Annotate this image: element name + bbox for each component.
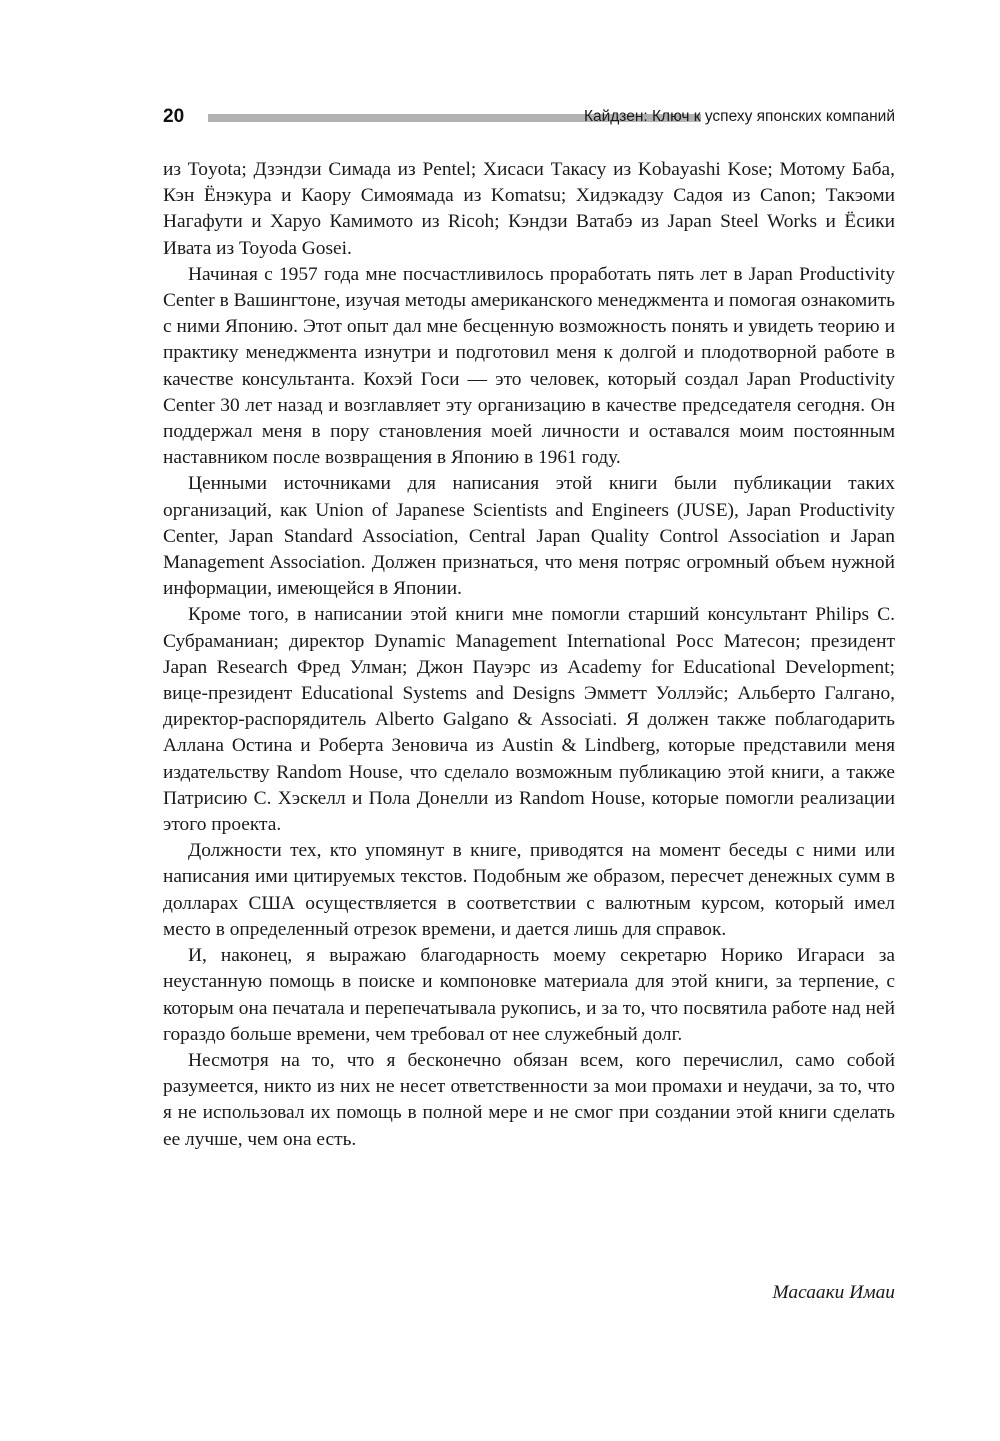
paragraph: Кроме того, в написании этой книги мне помогли старший консультант Philips C. Субраманиан; директор Dynamic Management International Росс Матесон; президент Japan Research Фред Улман; Джон Пауэрс из Academy for Educational Development; вице-президент Educational Systems and Designs Эмметт Уоллэйс; Альберто Галгано, директор-распорядитель Alberto Galgano & Associati. Я должен также поблагодарить Аллана Остина и Роберта Зеновича из Austin & Lindberg, которые представили меня издательству Random House, что сделало возможным публикацию этой книги, а также Патрисию С. Хэскелл и Пола Донелли из Random House, которые помогли реализации этого проекта. <box>163 604 895 836</box>
author-signature: Масааки Имаи <box>772 1282 895 1303</box>
paragraph: Несмотря на то, что я бесконечно обязан всем, кого перечислил, само собой разумеется, никто из них не несет ответственности за мои промахи и неудачи, за то, что я не использовал их помощь в полной мере и не смог при создании этой книги сделать ее лучше, чем она есть. <box>163 1049 895 1150</box>
running-title: Кайдзен: Ключ к успеху японских компаний <box>583 108 895 125</box>
paragraph: Начиная с 1957 года мне посчастливилось проработать пять лет в Japan Productivity Center в Вашингтоне, изучая методы американского менеджмента и помогая ознакомить с ними Японию. Этот опыт дал мне бесценную возможность понять и увидеть теорию и практику менеджмента изнутри и подготовил меня к долгой и плодотворной работе в качестве консультанта. Кохэй Госи — это человек, который создал Japan Productivity Center 30 лет назад и возглавляет эту организацию в качестве председателя сегодня. Он поддержал меня в пору становления моей личности и оставался моим постоянным наставником после возвращения в Японию в 1961 году. <box>163 263 895 469</box>
paragraph-continued: из Toyota; Дзэндзи Симада из Pentel; Хисаси Такасу из Kobayashi Kose; Мотому Баба, Кэн Ёнэкура и Каору Симоямада из Komatsu; Хидэкадзу Садоя из Canon; Такэоми Нагафути и Харуо Камимото из Ricoh; Кэндзи Ватабэ из Japan Steel Works и Ёсики Ивата из Toyoda Gosei. <box>163 159 895 259</box>
paragraph: Ценными источниками для написания этой книги были публикации таких организаций, как Union of Japanese Scientists and Engineers (JUSE), Japan Productivity Center, Japan Standard Association, Central Japan Quality Control Association и Japan Management Association. Должен признаться, что меня потряс огромный объем нужной информации, имеющейся в Японии. <box>163 473 895 600</box>
paragraph: Должности тех, кто упомянут в книге, приводятся на момент беседы с ними или написания ими цитируемых текстов. Подобным же образом, пересчет денежных сумм в долларах США осуществляется в соответствии с валютным курсом, который имел место в определенный отрезок времени, и дается лишь для справок. <box>163 840 895 940</box>
page-number: 20 <box>163 106 185 127</box>
running-header <box>163 103 895 131</box>
body-text <box>163 157 895 1153</box>
paragraph: И, наконец, я выражаю благодарность моему секретарю Норико Игараси за неустанную помощь в поиске и компоновке материала для этой книги, за терпение, с которым она печатала и перепечатывала рукопись, и за то, что посвятила работе над ней гораздо больше времени, чем требовал от нее служебный долг. <box>163 945 895 1045</box>
